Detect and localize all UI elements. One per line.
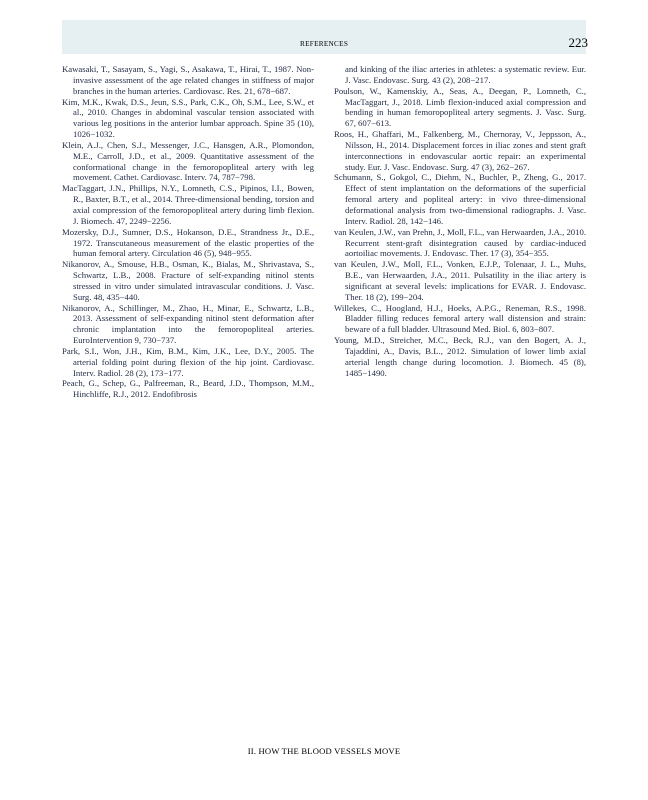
reference-entry-continued: and kinking of the iliac arteries in athletes: a systematic review. Eur. J. Vasc. Endovasc. Surg. 43 (2), 208−217.: [345, 64, 586, 85]
reference-entry: Poulson, W., Kamenskiy, A., Seas, A., Deegan, P., Lomneth, C., MacTaggart, J., 2018. Limb flexion-induced axial compression and bending in human femoropopliteal artery segments. J. Vasc. Surg. 67, 607−613.: [334, 85, 586, 129]
reference-entry: Young, M.D., Streicher, M.C., Beck, R.J., van den Bogert, A. J., Tajaddini, A., Davis, B.L., 2012. Simulation of lower limb axial arterial length change during locomotion. J. Biomech. 45 (8), 1485−1490.: [334, 335, 586, 378]
references-right-column: [334, 64, 586, 378]
reference-entry: Roos, H., Ghaffari, M., Falkenberg, M., Chernoray, V., Jeppsson, A., Nilsson, H., 2014. Displacement forces in iliac zones and stent graft interconnections in endovascular aortic repair: an experimental study. Eur. J. Vasc. Endovasc. Surg. 47 (3), 262−267.: [334, 129, 586, 172]
reference-entry: Kim, M.K., Kwak, D.S., Jeun, S.S., Park, C.K., Oh, S.M., Lee, S.W., et al., 2010. Changes in abdominal vascular tension associated with various leg positions in the anterior lumbar approach. Spine 35 (10), 1026−1032.: [62, 96, 314, 140]
reference-entry: Willekes, C., Hoogland, H.J., Hoeks, A.P.G., Reneman, R.S., 1998. Bladder filling reduces femoral artery wall distension and strain: beware of a full bladder. Ultrasound Med. Biol. 6, 803−807.: [334, 302, 586, 335]
header-band: [62, 20, 586, 54]
footer-section-title: II. HOW THE BLOOD VESSELS MOVE: [247, 746, 401, 756]
reference-entry: van Keulen, J.W., van Prehn, J., Moll, F.L., van Herwaarden, J.A., 2010. Recurrent stent-graft disintegration caused by cardiac-induced aortoiliac movements. J. Endovasc. Ther. 17 (3), 354−355.: [334, 226, 586, 259]
page-number: 223: [568, 35, 588, 50]
reference-entry: Peach, G., Schep, G., Palfreeman, R., Beard, J.D., Thompson, M.M., Hinchliffe, R.J., 2012. Endofibrosis: [62, 378, 314, 400]
reference-entry: Kawasaki, T., Sasayam, S., Yagi, S., Asakawa, T., Hirai, T., 1987. Non-invasive assessment of the age related changes in stiffness of major branches in the human arteries. Cardiovasc. Res. 21, 678−687.: [62, 64, 314, 96]
reference-entry: Klein, A.J., Chen, S.J., Messenger, J.C., Hansgen, A.R., Plomondon, M.E., Carroll, J.D., et al., 2009. Quantitative assessment of the conformational change in the femoropopliteal artery with leg movement. Cathet. Cardiovasc. Interv. 74, 787−798.: [62, 139, 314, 183]
reference-entry: Nikanorov, A., Schillinger, M., Zhao, H., Minar, E., Schwartz, L.B., 2013. Assessment of self-expanding nitinol stent deformation after chronic implantation into the femoropopliteal arteries. EuroIntervention 9, 730−737.: [62, 302, 314, 346]
reference-entry: Nikanorov, A., Smouse, H.B., Osman, K., Bialas, M., Shrivastava, S., Schwartz, L.B., 2008. Fracture of self-expanding nitinol stents stressed in vitro under simulated intravascular conditions. J. Vasc. Surg. 48, 435−440.: [62, 259, 314, 302]
reference-entry: MacTaggart, J.N., Phillips, N.Y., Lomneth, C.S., Pipinos, I.I., Bowen, R., Baxter, B.T., et al., 2014. Three-dimensional bending, torsion and axial compression of the femoropopliteal artery during limb flexion. J. Biomech. 47, 2249−2256.: [62, 183, 314, 226]
reference-entry: Mozersky, D.J., Sumner, D.S., Hokanson, D.E., Strandness Jr., D.E., 1972. Transcutaneous measurement of the elastic properties of the human femoral artery. Circulation 46 (5), 948−955.: [62, 226, 314, 259]
reference-entry: van Keulen, J.W., Moll, F.L., Vonken, E.J.P., Tolenaar, J. L., Muhs, B.E., van Herwaarden, J.A., 2011. Pulsatility in the iliac artery is significant at several levels: implications for EVAR. J. Endovasc. Ther. 18 (2), 199−204.: [334, 259, 586, 302]
running-head: REFERENCES: [300, 40, 349, 48]
references-left-column: [62, 64, 314, 400]
reference-entry: Schumann, S., Gokgol, C., Diehm, N., Buchler, P., Zheng, G., 2017. Effect of stent implantation on the deformations of the superficial femoral artery and popliteal artery: in vivo three-dimensional deformational analysis from two-dimensional radiographs. J. Vasc. Interv. Radiol. 28, 142−146.: [334, 172, 586, 226]
reference-entry: Park, S.I., Won, J.H., Kim, B.M., Kim, J.K., Lee, D.Y., 2005. The arterial folding point during flexion of the hip joint. Cardiovasc. Interv. Radiol. 28 (2), 173−177.: [62, 345, 314, 378]
